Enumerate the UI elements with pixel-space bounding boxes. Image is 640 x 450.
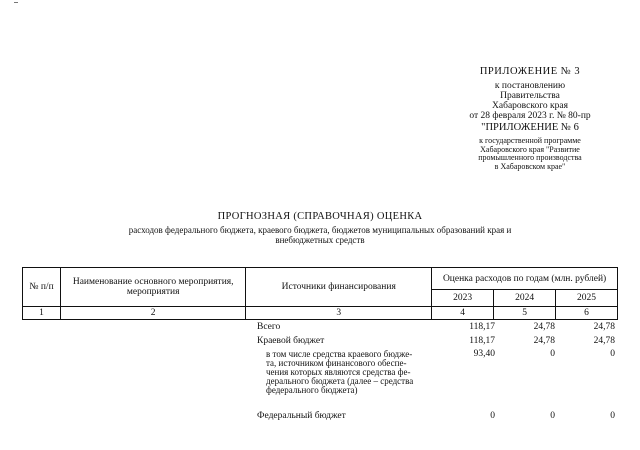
document-subtitle <box>60 225 580 245</box>
scan-mark <box>14 2 18 3</box>
program-line: в Хабаровском крае" <box>494 161 566 171</box>
header-source: Источники финансирования <box>246 268 432 307</box>
program-line: Хабаровского края "Развитие <box>480 144 580 154</box>
value-cell: 24,78 <box>533 322 555 332</box>
estimate-table-header <box>22 267 618 320</box>
subtitle-line: расходов федерального бюджета, краевого бюджета, бюджетов муниципальных образований края и <box>128 225 512 235</box>
program-line: к государственной программе <box>479 136 581 145</box>
header-year-2023: 2023 <box>432 290 494 307</box>
value-cell: 24,78 <box>593 336 615 346</box>
appendix-title: ПРИЛОЖЕНИЕ № 3 <box>479 66 581 77</box>
inner-appendix-title: "ПРИЛОЖЕНИЕ № 6 <box>481 122 579 133</box>
row-label-total: Всего <box>257 322 281 332</box>
value-cell: 0 <box>610 349 615 359</box>
appendix-header <box>440 66 620 171</box>
value-cell: 0 <box>610 411 615 421</box>
column-number: 4 <box>432 307 494 320</box>
row-label-regional: Краевой бюджет <box>257 336 325 346</box>
value-cell: 118,17 <box>469 322 495 332</box>
value-cell: 93,40 <box>473 349 495 359</box>
label-line: та, источником финансового обеспе- <box>266 358 407 368</box>
column-number: 1 <box>23 307 61 320</box>
value-cell: 118,17 <box>469 336 495 346</box>
value-cell: 0 <box>550 349 555 359</box>
value-cell: 24,78 <box>533 336 555 346</box>
column-number: 5 <box>494 307 556 320</box>
column-number: 6 <box>556 307 618 320</box>
label-line: чения которых являются средства фе- <box>266 367 411 377</box>
row-label-federal: Федеральный бюджет <box>257 411 346 421</box>
value-cell: 0 <box>550 411 555 421</box>
header-estimate: Оценка расходов по годам (млн. рублей) <box>432 268 618 290</box>
label-line: в том числе средства краевого бюдже- <box>266 349 413 359</box>
appendix-line: Правительства <box>500 91 560 101</box>
row-label-federal-funds <box>266 350 446 395</box>
header-year-2025: 2025 <box>556 290 618 307</box>
column-number: 3 <box>246 307 432 320</box>
document-title: ПРОГНОЗНАЯ (СПРАВОЧНАЯ) ОЦЕНКА <box>217 211 423 222</box>
label-line: дерального бюджета (далее – средства <box>266 376 414 386</box>
appendix-line: к постановлению <box>494 81 566 91</box>
subtitle-line: внебюджетных средств <box>275 235 365 245</box>
value-cell: 0 <box>490 411 495 421</box>
appendix-line: Хабаровского края <box>492 101 568 111</box>
column-number: 2 <box>61 307 246 320</box>
header-name: Наименование основного мероприятия, мероприятия <box>61 268 246 307</box>
header-year-2024: 2024 <box>494 290 556 307</box>
value-cell: 24,78 <box>593 322 615 332</box>
header-num: № п/п <box>23 268 61 307</box>
appendix-line: от 28 февраля 2023 г. № 80-пр <box>469 111 591 121</box>
program-line: промышленного производства <box>478 153 582 162</box>
label-line: федерального бюджета) <box>266 385 358 395</box>
